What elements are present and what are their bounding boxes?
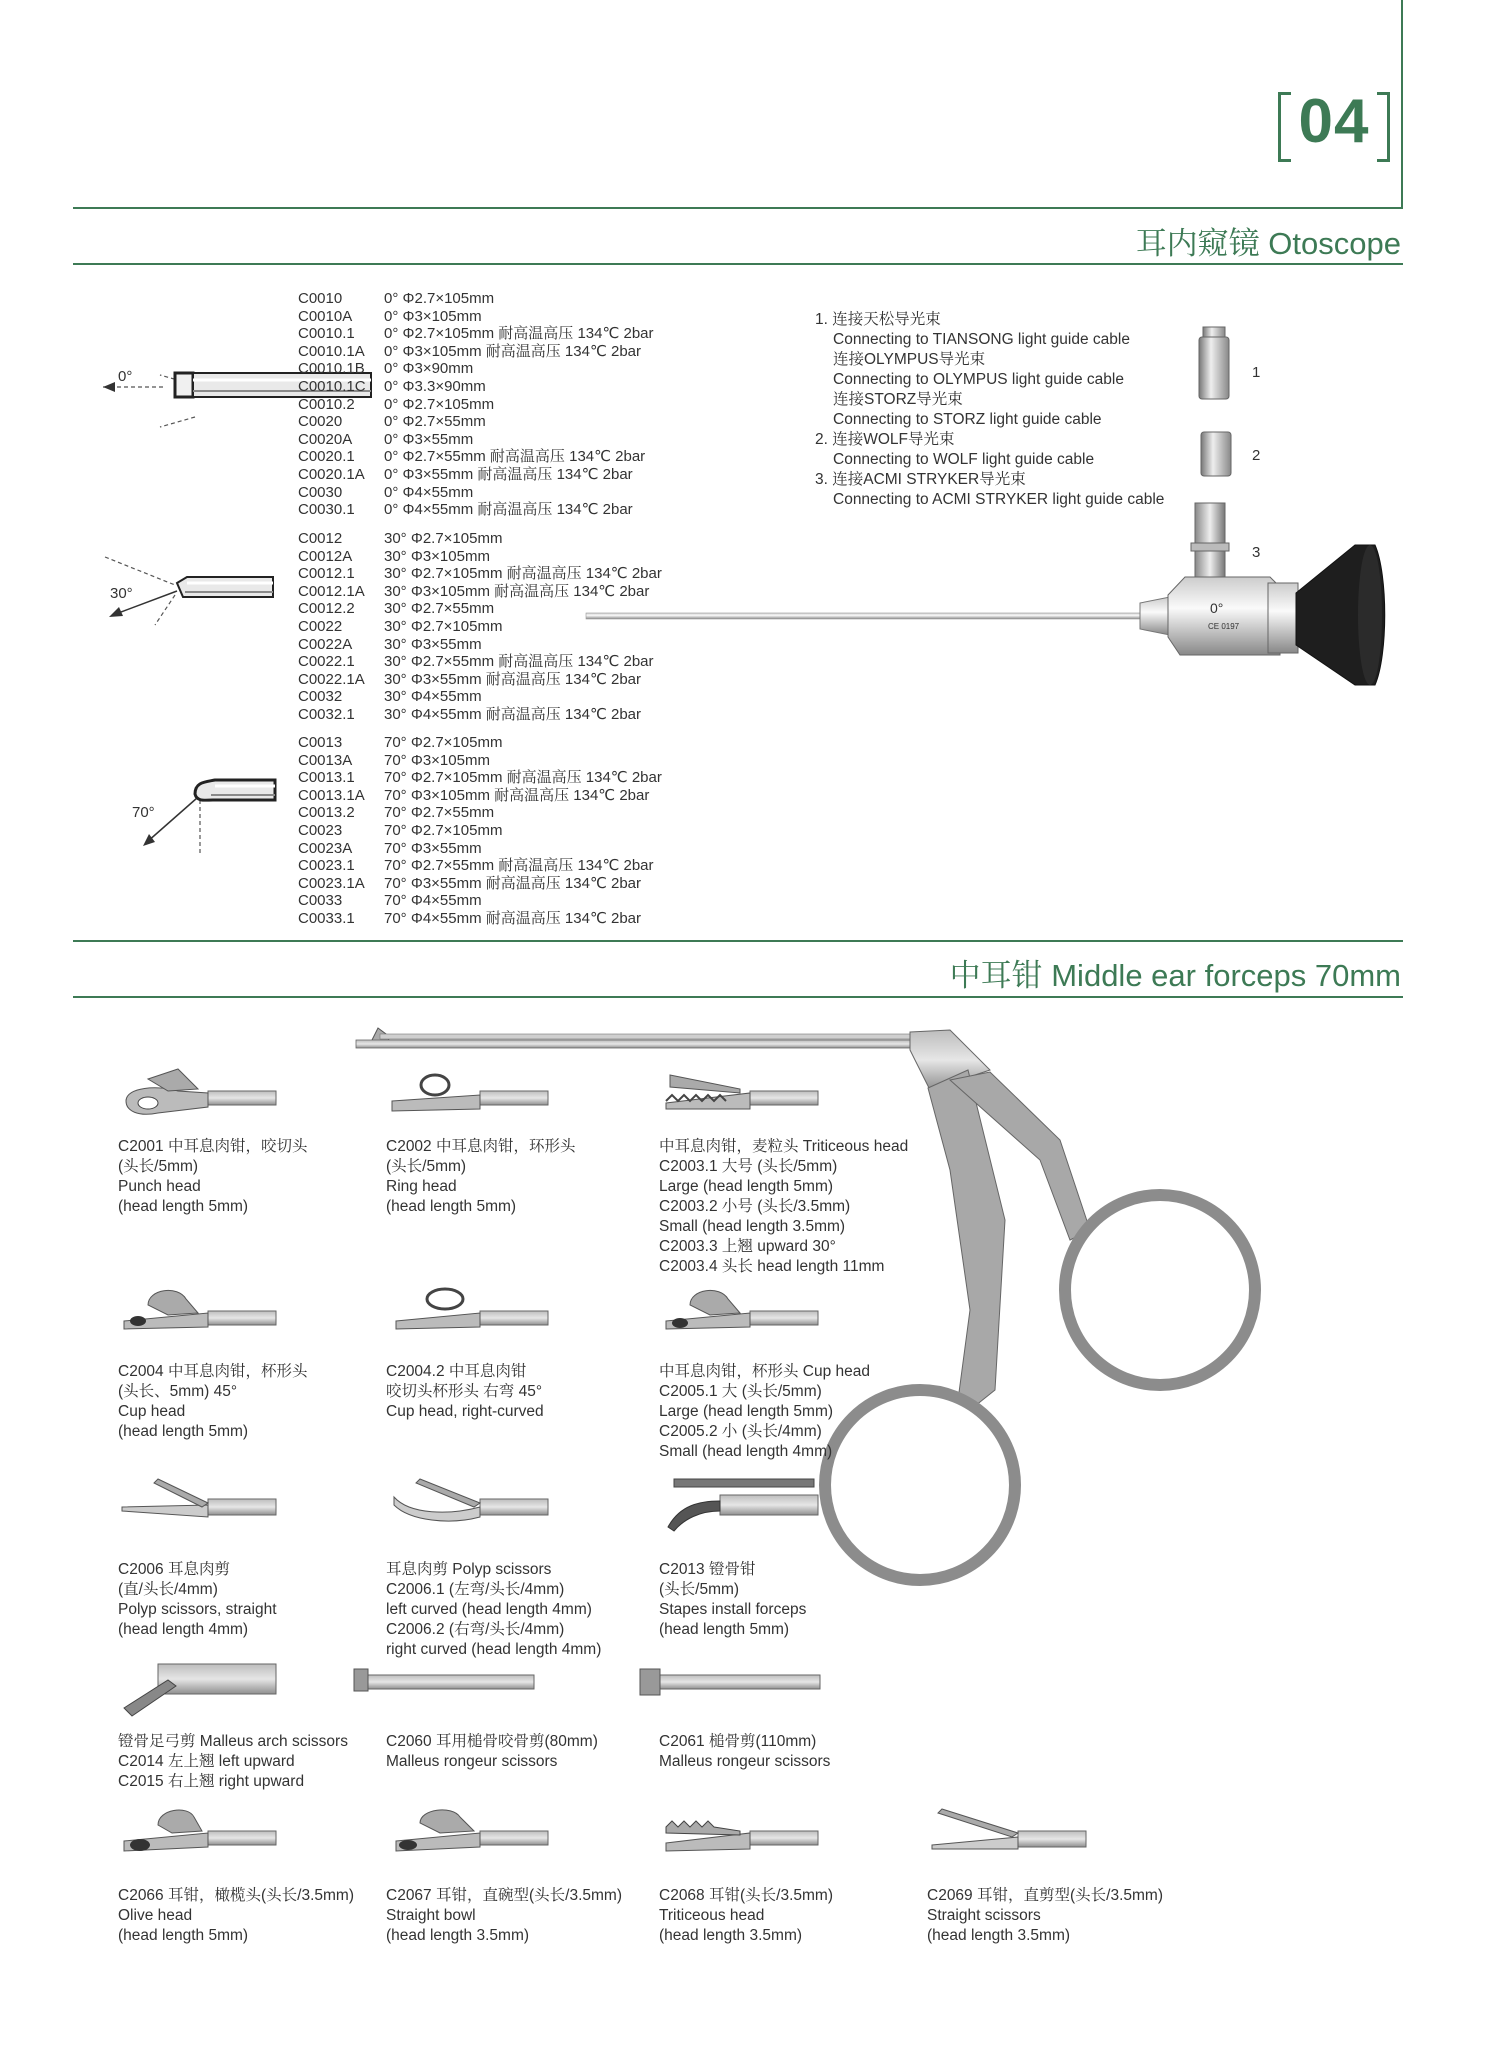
spec-code: C0012.2 [298, 600, 355, 618]
spec-description: 0° Φ3×90mm [384, 360, 474, 378]
caption-line: C2001 中耳息肉钳，咬切头 [118, 1138, 308, 1155]
connection-line: Connecting to TIANSONG light guide cable [833, 331, 1130, 348]
connection-line: Connecting to STORZ light guide cable [833, 411, 1102, 428]
spec-description: 30° Φ4×55mm 耐高温高压 134℃ 2bar [384, 705, 641, 723]
forceps-head-c2068-icon [660, 1805, 820, 1865]
caption-line: Cup head, right-curved [386, 1403, 544, 1420]
forceps-caption-c20042 [386, 1362, 544, 1422]
connection-line: Connecting to WOLF light guide cable [833, 451, 1095, 468]
forceps-caption-c2005 [659, 1362, 870, 1462]
forceps-head-c20042-icon [390, 1285, 550, 1345]
spec-code: C0012 [298, 530, 343, 547]
adapter-1-icon [1195, 327, 1235, 402]
spec-description: 0° Φ2.7×105mm 耐高温高压 134℃ 2bar [384, 325, 654, 343]
caption-line: C2068 耳钳(头长/3.5mm) [659, 1887, 833, 1904]
caption-line: Ring head [386, 1178, 457, 1195]
connection-line: 连接STORZ导光束 [833, 391, 963, 408]
scope-ce-marking: CE 0197 [1208, 622, 1240, 631]
spec-description: 0° Φ4×55mm [384, 483, 474, 501]
spec-description: 30° Φ2.7×105mm [384, 530, 503, 547]
caption-line: Small (head length 4mm) [659, 1443, 833, 1460]
header-rule [73, 207, 1403, 209]
caption-line: C2004 中耳息肉钳，杯形头 [118, 1363, 308, 1380]
spec-description: 70° Φ2.7×105mm [384, 734, 503, 751]
spec-code: C0022.1A [298, 670, 365, 688]
spec-description: 0° Φ4×55mm 耐高温高压 134℃ 2bar [384, 501, 633, 519]
otoscope-illustration [580, 495, 1400, 695]
spec-code: C0022A [298, 635, 353, 653]
caption-line: C2060 耳用槌骨咬骨剪(80mm) [386, 1733, 598, 1750]
spec-code: C0010.1 [298, 325, 355, 343]
bracket-right [1377, 92, 1390, 162]
forceps-head-c2061-icon [636, 1665, 826, 1705]
spec-code: C0010A [298, 307, 353, 325]
forceps-caption-c2061 [659, 1732, 830, 1772]
caption-line: 耳息肉剪 Polyp scissors [386, 1561, 552, 1578]
connection-line: 1. 连接天松导光束 [815, 311, 941, 328]
spec-code: C0010.1B [298, 360, 365, 378]
spec-code: C0010.2 [298, 395, 355, 413]
caption-line: 镫骨足弓剪 Malleus arch scissors [118, 1733, 348, 1750]
spec-description: 70° Φ3×55mm 耐高温高压 134℃ 2bar [384, 874, 641, 892]
forceps-head-c2006-icon [118, 1475, 278, 1535]
caption-line: Malleus rongeur scissors [659, 1753, 831, 1770]
caption-line: Punch head [118, 1178, 201, 1195]
caption-line: (head length 4mm) [118, 1621, 249, 1638]
spec-code: C0010 [298, 290, 343, 307]
adapter-label-3: 3 [1252, 544, 1261, 561]
spec-code: C0012.1 [298, 565, 355, 583]
caption-line: left curved (head length 4mm) [386, 1601, 592, 1618]
connection-line: 连接OLYMPUS导光束 [833, 351, 986, 368]
spec-code: C0010.1C [298, 377, 366, 395]
spec-description: 0° Φ3.3×90mm [384, 377, 486, 395]
spec-description: 70° Φ3×105mm [384, 751, 490, 769]
forceps-caption-c2013 [659, 1560, 806, 1640]
spec-code: C0010.1A [298, 342, 365, 360]
caption-line: (头长/5mm) [659, 1581, 740, 1598]
caption-line: (head length 5mm) [386, 1198, 517, 1215]
caption-line: C2061 槌骨剪(110mm) [659, 1733, 817, 1750]
caption-line: C2006.2 (右弯/头长/4mm) [386, 1621, 565, 1638]
spec-code: C0013 [298, 734, 343, 751]
spec-description: 70° Φ3×55mm [384, 839, 482, 857]
spec-description: 0° Φ3×55mm [384, 430, 474, 448]
spec-description: 70° Φ2.7×55mm 耐高温高压 134℃ 2bar [384, 857, 654, 875]
scope-angle-marking: 0° [1210, 600, 1224, 616]
scope-tip-70-degree-icon [135, 770, 295, 870]
spec-code: C0023.1 [298, 857, 355, 875]
spec-description: 0° Φ3×105mm 耐高温高压 134℃ 2bar [384, 342, 641, 360]
caption-line: (head length 5mm) [659, 1621, 790, 1638]
spec-code: C0023 [298, 821, 343, 839]
page-number: 04 [1298, 87, 1370, 156]
caption-line: C2069 耳钳，直剪型(头长/3.5mm) [927, 1887, 1163, 1904]
caption-line: C2003.4 头长 head length 11mm [659, 1258, 885, 1275]
spec-description: 30° Φ2.7×55mm [384, 600, 495, 618]
spec-code: C0032 [298, 688, 343, 706]
caption-line: C2067 耳钳，直碗型(头长/3.5mm) [386, 1887, 622, 1904]
spec-code: C0013A [298, 751, 353, 769]
forceps-head-c20061-icon [390, 1475, 550, 1535]
spec-description: 0° Φ2.7×105mm [384, 290, 495, 307]
spec-description: 30° Φ2.7×105mm [384, 617, 503, 635]
spec-code: C0030 [298, 483, 343, 501]
spec-code: C0033 [298, 892, 343, 910]
caption-line: (head length 5mm) [118, 1423, 249, 1440]
spec-code: C0023.1A [298, 874, 365, 892]
spec-description: 70° Φ4×55mm [384, 892, 482, 910]
forceps-head-c2067-icon [390, 1805, 550, 1865]
caption-line: (head length 5mm) [118, 1927, 249, 1944]
caption-line: C2015 右上翘 right upward [118, 1773, 305, 1790]
spec-description: 30° Φ4×55mm [384, 688, 482, 706]
adapter-2-icon [1197, 430, 1237, 480]
caption-line: Malleus rongeur scissors [386, 1753, 558, 1770]
spec-description: 30° Φ2.7×105mm 耐高温高压 134℃ 2bar [384, 565, 662, 583]
spec-code: C0030.1 [298, 501, 355, 519]
spec-code: C0022 [298, 617, 343, 635]
caption-line: C2005.2 小 (头长/4mm) [659, 1423, 822, 1440]
caption-line: 中耳息肉钳，麦粒头 Triticeous head [659, 1138, 909, 1155]
spec-description: 0° Φ3×105mm [384, 307, 482, 325]
caption-line: (head length 3.5mm) [386, 1927, 530, 1944]
forceps-caption-c2069 [927, 1886, 1163, 1946]
caption-line: Stapes install forceps [659, 1601, 807, 1618]
forceps-caption-c2060 [386, 1732, 598, 1772]
caption-line: Large (head length 5mm) [659, 1178, 834, 1195]
spec-code: C0013.1 [298, 769, 355, 787]
forceps-caption-c2003 [659, 1137, 908, 1277]
spec-description: 0° Φ2.7×105mm [384, 395, 495, 413]
spec-description: 30° Φ2.7×55mm 耐高温高压 134℃ 2bar [384, 653, 654, 671]
forceps-head-c2005-icon [660, 1285, 820, 1345]
spec-code: C0013.1A [298, 786, 365, 804]
connection-line: 2. 连接WOLF导光束 [815, 431, 955, 448]
caption-line: 中耳息肉钳，杯形头 Cup head [659, 1363, 871, 1380]
spec-code: C0020.1 [298, 448, 355, 466]
caption-line: C2013 镫骨钳 [659, 1561, 756, 1578]
caption-line: Straight scissors [927, 1907, 1041, 1924]
forceps-head-c2002-icon [390, 1065, 550, 1125]
caption-line: (头长、5mm) 45° [118, 1383, 238, 1400]
spec-description: 30° Φ3×105mm [384, 547, 490, 565]
caption-line: C2004.2 中耳息肉钳 [386, 1363, 527, 1380]
spec-description: 70° Φ2.7×55mm [384, 804, 495, 822]
adapter-label-1: 1 [1252, 364, 1261, 381]
caption-line: (head length 3.5mm) [659, 1927, 803, 1944]
forceps-head-c2066-icon [118, 1805, 278, 1865]
caption-line: C2003.1 大号 (头长/5mm) [659, 1158, 838, 1175]
forceps-caption-c2001 [118, 1137, 307, 1217]
caption-line: C2066 耳钳，橄榄头(头长/3.5mm) [118, 1887, 354, 1904]
forceps-head-c2004-icon [118, 1285, 278, 1345]
spec-code: C0013.2 [298, 804, 355, 822]
caption-line: (头长/5mm) [118, 1158, 199, 1175]
caption-line: Small (head length 3.5mm) [659, 1218, 846, 1235]
caption-line: C2005.1 大 (头长/5mm) [659, 1383, 822, 1400]
angle-label-0: 0° [118, 368, 133, 385]
caption-line: (head length 3.5mm) [927, 1927, 1071, 1944]
caption-line: 咬切头杯形头 右弯 45° [386, 1383, 543, 1400]
caption-line: C2002 中耳息肉钳，环形头 [386, 1138, 576, 1155]
connection-list [815, 310, 1164, 510]
connection-line: Connecting to OLYMPUS light guide cable [833, 371, 1124, 388]
spec-code: C0020 [298, 413, 343, 431]
caption-line: (直/头长/4mm) [118, 1581, 218, 1598]
forceps-title-rule [73, 996, 1403, 998]
caption-line: right curved (head length 4mm) [386, 1641, 602, 1658]
otoscope-section-title: 耳内窥镜 Otoscope [1135, 226, 1401, 261]
forceps-head-c2069-icon [928, 1805, 1088, 1865]
spec-description: 30° Φ3×55mm [384, 635, 482, 653]
spec-code: C0032.1 [298, 705, 355, 723]
spec-code: C0020A [298, 430, 353, 448]
connection-line: 3. 连接ACMI STRYKER导光束 [815, 471, 1026, 488]
spec-code: C0012.1A [298, 582, 365, 600]
angle-label-30: 30° [110, 585, 133, 602]
forceps-caption-c2014 [118, 1732, 348, 1792]
caption-line: C2003.2 小号 (头长/3.5mm) [659, 1198, 851, 1215]
caption-line: Olive head [118, 1907, 193, 1924]
spec-description: 70° Φ4×55mm 耐高温高压 134℃ 2bar [384, 909, 641, 927]
connection-line: Connecting to ACMI STRYKER light guide cable [833, 491, 1165, 508]
forceps-head-c2060-icon [350, 1665, 540, 1705]
spec-description: 70° Φ2.7×105mm [384, 821, 503, 839]
caption-line: Cup head [118, 1403, 186, 1420]
spec-description: 30° Φ3×105mm 耐高温高压 134℃ 2bar [384, 582, 650, 600]
spec-code: C0023A [298, 839, 353, 857]
spec-code: C0020.1A [298, 465, 365, 483]
caption-line: Polyp scissors, straight [118, 1601, 277, 1618]
page-frame-vertical-line [1401, 0, 1403, 208]
caption-line: (头长/5mm) [386, 1158, 467, 1175]
caption-line: C2006 耳息肉剪 [118, 1561, 230, 1578]
spec-description: 30° Φ3×55mm 耐高温高压 134℃ 2bar [384, 670, 641, 688]
spec-description: 70° Φ3×105mm 耐高温高压 134℃ 2bar [384, 786, 650, 804]
adapter-label-2: 2 [1252, 447, 1261, 464]
spec-code: C0012A [298, 547, 353, 565]
caption-line: C2014 左上翘 left upward [118, 1753, 295, 1770]
forceps-caption-c2002 [386, 1137, 575, 1217]
forceps-head-c2001-icon [118, 1065, 278, 1125]
forceps-section-title: 中耳钳 Middle ear forceps 70mm [949, 958, 1401, 993]
otoscope-title-rule [73, 263, 1403, 265]
forceps-caption-c2067 [386, 1886, 622, 1946]
caption-line: (head length 5mm) [118, 1198, 249, 1215]
spec-code: C0022.1 [298, 653, 355, 671]
spec-description: 0° Φ2.7×55mm [384, 413, 486, 431]
spec-description: 70° Φ2.7×105mm 耐高温高压 134℃ 2bar [384, 769, 662, 787]
spec-code: C0033.1 [298, 909, 355, 927]
caption-line: Triticeous head [659, 1907, 765, 1924]
caption-line: Large (head length 5mm) [659, 1403, 834, 1420]
angle-label-70: 70° [132, 804, 155, 821]
spec-description: 0° Φ3×55mm 耐高温高压 134℃ 2bar [384, 465, 633, 483]
forceps-head-c2014-icon [118, 1658, 278, 1718]
forceps-head-c2003-icon [660, 1065, 820, 1125]
forceps-caption-c2068 [659, 1886, 833, 1946]
caption-line: C2006.1 (左弯/头长/4mm) [386, 1581, 565, 1598]
spec-description: 0° Φ2.7×55mm 耐高温高压 134℃ 2bar [384, 448, 646, 466]
forceps-top-rule [73, 940, 1403, 942]
forceps-caption-c2006 [118, 1560, 277, 1640]
forceps-caption-c2066 [118, 1886, 354, 1946]
caption-line: Straight bowl [386, 1907, 476, 1924]
page-number-box [1278, 88, 1390, 160]
forceps-caption-c20061 [386, 1560, 601, 1660]
forceps-head-c2013-icon [660, 1475, 820, 1535]
forceps-caption-c2004 [118, 1362, 307, 1442]
caption-line: C2003.3 上翘 upward 30° [659, 1238, 836, 1255]
